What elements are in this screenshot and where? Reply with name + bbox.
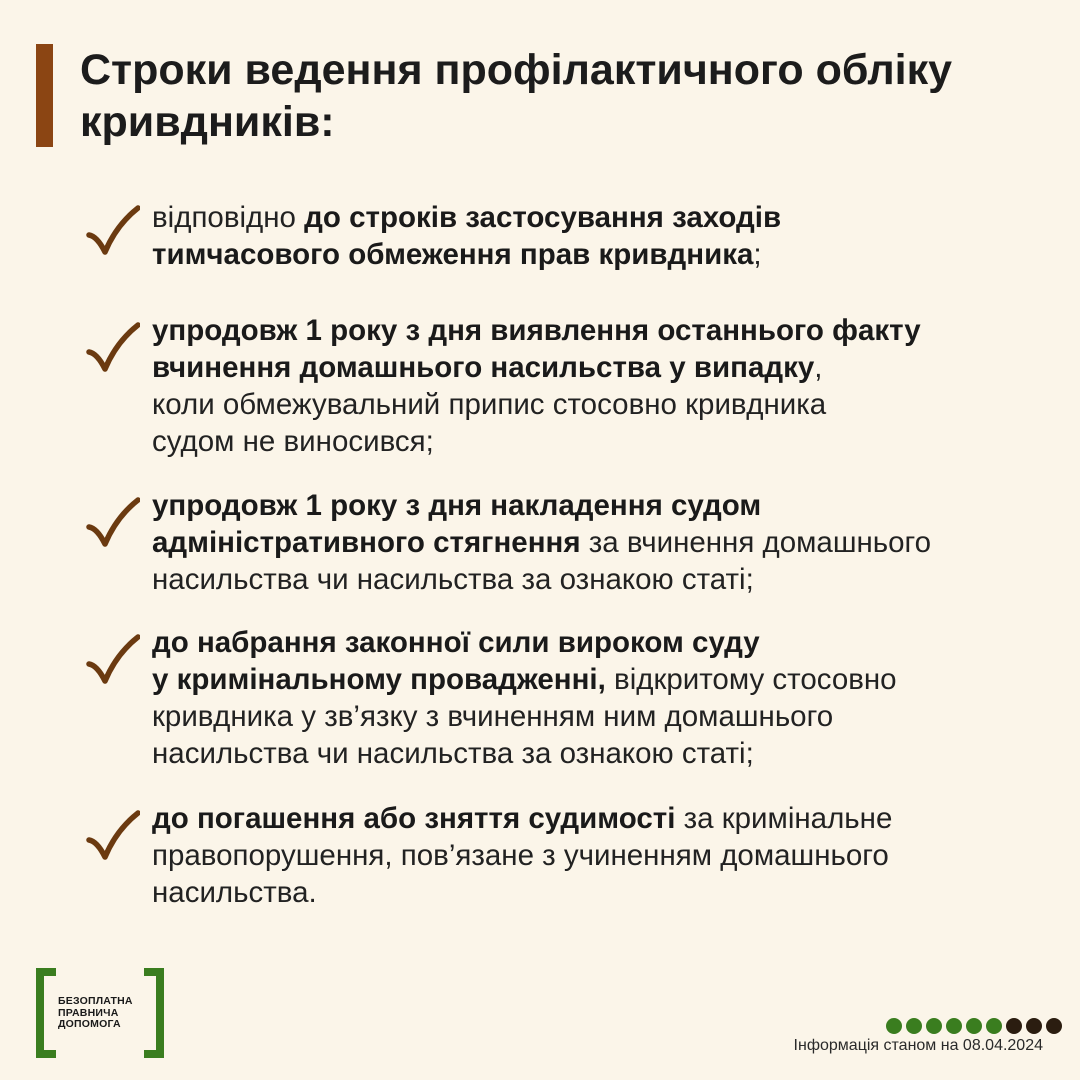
checklist-item-text [152,312,1042,460]
regular-text: насильства чи насильства за ознакою статі; [152,737,754,770]
logo-line: ДОПОМОГА [58,1018,121,1030]
progress-dot [886,1018,902,1034]
bold-text: тимчасового обмеження прав кривдника [152,238,754,271]
page-title: Строки ведення профілактичного обліку кривдників: [80,46,953,146]
regular-text: коли обмежувальний припис стосовно кривдника [152,388,827,421]
progress-dot [1026,1018,1042,1034]
checklist-item-text [152,487,1042,598]
bold-text: у кримінальному провадженні, [152,663,606,696]
bold-text: до строків застосування заходів [304,201,782,234]
checklist-item-text [152,624,1042,772]
bold-text: адміністративного стягнення [152,526,581,559]
regular-text: відповідно [152,201,305,234]
progress-dot [906,1018,922,1034]
progress-dot [1046,1018,1062,1034]
bold-text: вчинення домашнього насильства у випадку [152,351,815,384]
regular-text: відкритому стосовно [605,663,897,696]
regular-text: кривдника у зв’язку з вчиненням ним домашнього [152,700,834,733]
progress-dot [966,1018,982,1034]
progress-dots [886,1018,1062,1034]
checklist-item-text [152,199,1042,273]
bold-text: до погашення або зняття судимості [152,802,676,835]
bold-text: до набрання законної сили вироком суду [152,626,760,659]
logo-text [58,996,133,1031]
checkmark-icon [86,322,140,376]
regular-text: насильства чи насильства за ознакою статі; [152,563,754,596]
logo-bracket-left [36,968,56,1058]
progress-dot [1006,1018,1022,1034]
regular-text: за вчинення домашнього [580,526,932,559]
regular-text: ; [753,238,762,271]
logo [36,968,164,1058]
regular-text: правопорушення, пов’язане з учиненням домашнього [152,839,889,872]
progress-dot [926,1018,942,1034]
regular-text: насильства. [152,876,317,909]
regular-text: судом не виносився; [152,425,434,458]
logo-line: БЕЗОПЛАТНА [58,995,133,1007]
checkmark-icon [86,497,140,551]
bold-text: упродовж 1 року з дня накладення судом [152,489,762,522]
checkmark-icon [86,205,140,259]
regular-text: за кримінальне [675,802,893,835]
regular-text: , [814,351,823,384]
logo-line: ПРАВНИЧА [58,1006,119,1019]
footer-info: Інформація станом на 08.04.2024 [793,1037,1043,1054]
logo-bracket-right [144,968,164,1058]
bold-text: упродовж 1 року з дня виявлення останнього факту [152,314,921,347]
checklist-item-text [152,800,1042,911]
progress-dot [986,1018,1002,1034]
checkmark-icon [86,634,140,688]
progress-dot [946,1018,962,1034]
checkmark-icon [86,810,140,864]
